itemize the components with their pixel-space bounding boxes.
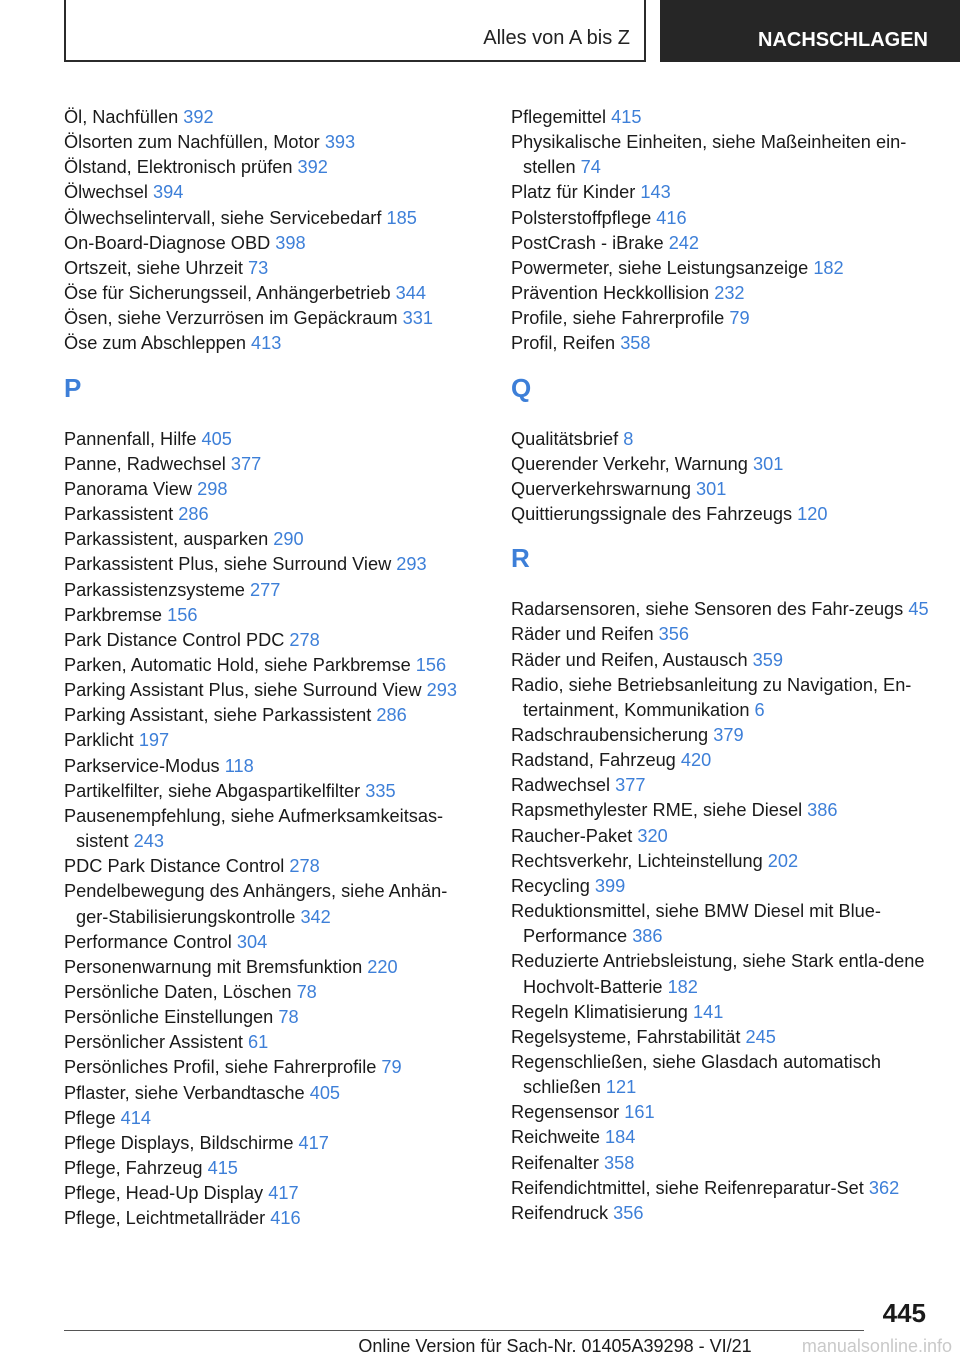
index-entry: [64, 728, 472, 753]
page-link[interactable]: 356: [613, 1202, 644, 1223]
page-link[interactable]: 304: [236, 931, 268, 952]
page-number: 445: [882, 1298, 926, 1328]
index-entry-text: Öse für Sicherungsseil, Anhängerbetrieb: [64, 283, 391, 304]
index-entry: [64, 854, 472, 879]
page-link[interactable]: 6: [754, 699, 765, 720]
page-link[interactable]: 398: [275, 232, 306, 253]
page-link[interactable]: 8: [623, 428, 634, 449]
index-entry-text: Platz für Kinder: [511, 182, 636, 203]
page-link[interactable]: 415: [207, 1158, 238, 1179]
index-entry: [64, 804, 472, 854]
index-entry-text: Profil, Reifen: [511, 333, 616, 354]
index-entry-text: Ölstand, Elektronisch prüfen: [64, 157, 293, 178]
page-link[interactable]: 197: [138, 730, 170, 751]
index-entry-text: Pflege Displays, Bildschirme: [64, 1132, 294, 1153]
index-entry: [64, 452, 472, 477]
page-link[interactable]: 74: [580, 157, 601, 178]
index-entry: [511, 648, 931, 673]
index-entry: [511, 427, 931, 452]
page-link[interactable]: 377: [230, 453, 262, 474]
index-entry: [511, 949, 931, 999]
index-entry-text: Quittierungssignale des Fahrzeugs: [511, 504, 793, 525]
index-entry-text: Rechtsverkehr, Lichteinstellung: [511, 850, 763, 871]
index-entry-text: Parkbremse: [64, 604, 163, 625]
index-entry: [511, 256, 931, 281]
page-link[interactable]: 278: [289, 856, 320, 877]
index-entry: [511, 130, 931, 180]
page-link[interactable]: 392: [297, 157, 328, 178]
index-entry-text: Parking Assistant Plus, siehe Surround View: [64, 680, 422, 701]
index-entry-text: Parkservice-Modus: [64, 755, 220, 776]
index-entry: [64, 502, 472, 527]
index-entry-text: Park Distance Control PDC: [64, 629, 285, 650]
index-entry-text: Panorama View: [64, 478, 193, 499]
index-entry-text: Radschraubensicherung: [511, 724, 709, 745]
page-link[interactable]: 405: [309, 1082, 341, 1103]
index-entry-text: Parklicht: [64, 730, 134, 751]
page-link[interactable]: 335: [365, 780, 396, 801]
index-entry-text: Räder und Reifen: [511, 624, 654, 645]
index-entry: [64, 754, 472, 779]
page-link[interactable]: 392: [183, 107, 214, 127]
page-link[interactable]: 161: [624, 1102, 655, 1123]
index-entry-text: Pflegemittel: [511, 107, 607, 127]
index-entry: [64, 1131, 472, 1156]
page-link[interactable]: 156: [167, 604, 198, 625]
index-entry: [64, 306, 472, 331]
index-entry: [64, 130, 472, 155]
index-entry-text: Personenwarnung mit Bremsfunktion: [64, 956, 363, 977]
page-link[interactable]: 420: [680, 750, 712, 771]
index-entry: [511, 1201, 931, 1226]
index-entry-text: Öl, Nachfüllen: [64, 107, 179, 127]
index-entry: [64, 703, 472, 728]
index-entry-text: Partikelfilter, siehe Abgaspartikelfilter: [64, 780, 361, 801]
index-entry-text: Qualitätsbrief: [511, 428, 619, 449]
index-entry-text: Reduzierte Antriebsleistung, siehe Stark entla-dene Hochvolt-Batterie: [511, 951, 925, 997]
page-link[interactable]: 220: [367, 956, 398, 977]
section-title: Alles von A bis Z: [483, 27, 630, 49]
page-link[interactable]: 386: [807, 800, 838, 821]
index-entry-text: Rapsmethylester RME, siehe Diesel: [511, 800, 803, 821]
page-link[interactable]: 78: [278, 1007, 299, 1028]
index-entry: [64, 578, 472, 603]
index-entry: [511, 180, 931, 205]
page-link[interactable]: 417: [268, 1183, 299, 1204]
index-entry: [64, 1181, 472, 1206]
page-link[interactable]: 358: [620, 333, 651, 354]
index-entry-text: Regensensor: [511, 1102, 620, 1123]
index-entry-text: Powermeter, siehe Leistungsanzeige: [511, 257, 809, 278]
index-entry-text: Recycling: [511, 875, 590, 896]
index-entry: [64, 603, 472, 628]
page-link[interactable]: 393: [324, 132, 356, 153]
index-entry-text: Pflege, Leichtmetallräder: [64, 1208, 266, 1229]
index-entry-text: Ölsorten zum Nachfüllen, Motor: [64, 132, 320, 153]
index-entry: [511, 849, 931, 874]
page-link[interactable]: 416: [270, 1208, 301, 1229]
page-link[interactable]: 182: [813, 257, 844, 278]
index-entry-text: Pendelbewegung des Anhängers, siehe Anhän-ger-Stabilisierungskontrolle: [64, 881, 448, 927]
index-entry-text: Radstand, Fahrzeug: [511, 750, 676, 771]
index-entry: [64, 1081, 472, 1106]
index-column-left: [64, 105, 472, 1232]
page-link[interactable]: 73: [247, 257, 269, 278]
page-link[interactable]: 344: [395, 283, 426, 304]
index-entry-text: Pflege, Head-Up Display: [64, 1183, 264, 1204]
index-entry: [64, 206, 472, 231]
page-link[interactable]: 141: [692, 1001, 724, 1022]
index-letter-heading: P: [64, 372, 82, 403]
page-link[interactable]: 379: [713, 724, 744, 745]
index-letter-heading: Q: [511, 372, 532, 403]
page-link[interactable]: 416: [656, 207, 687, 228]
page-link[interactable]: 320: [637, 825, 668, 846]
index-entry-text: Parking Assistant, siehe Parkassistent: [64, 705, 372, 726]
page-link[interactable]: 277: [250, 579, 281, 600]
index-entry-text: Parkassistent, ausparken: [64, 529, 269, 550]
index-entry: [511, 899, 931, 949]
page-link[interactable]: 417: [298, 1132, 329, 1153]
index-entry: [64, 1156, 472, 1181]
page-link[interactable]: 79: [729, 308, 750, 329]
index-entry: [511, 1025, 931, 1050]
index-letter-heading: R: [511, 543, 530, 574]
page-link[interactable]: 202: [767, 850, 799, 871]
index-entry: [511, 874, 931, 899]
index-entry: [511, 231, 931, 256]
index-entry-text: Regeln Klimatisierung: [511, 1001, 688, 1022]
index-entry: [511, 206, 931, 231]
index-entry: [511, 1000, 931, 1025]
index-entry: [511, 824, 931, 849]
index-entry: [64, 980, 472, 1005]
index-entry-text: On-Board-Diagnose OBD: [64, 232, 271, 253]
page-link[interactable]: 243: [133, 831, 164, 852]
page-link[interactable]: 298: [197, 478, 228, 499]
index-entry: [64, 256, 472, 281]
index-entry-text: Ortszeit, siehe Uhrzeit: [64, 257, 243, 278]
page-link[interactable]: 405: [201, 428, 232, 449]
index-entry-text: Ölwechselintervall, siehe Servicebedarf: [64, 207, 382, 228]
index-entry: [64, 1005, 472, 1030]
index-entry-text: Persönliche Daten, Löschen: [64, 982, 292, 1002]
index-entry-text: Regenschließen, siehe Glasdach automatisch schließen: [511, 1052, 882, 1098]
index-entry-text: Prävention Heckkollision: [511, 283, 710, 304]
page-link[interactable]: 156: [415, 654, 447, 675]
index-entry: [64, 552, 472, 577]
index-entry: [511, 622, 931, 647]
index-entry-text: Panne, Radwechsel: [64, 453, 226, 474]
index-entry: [511, 723, 931, 748]
index-entry-text: Profile, siehe Fahrerprofile: [511, 308, 725, 329]
index-entry: [64, 1206, 472, 1231]
index-entry-text: Reifenalter: [511, 1152, 599, 1173]
index-entry: [511, 1151, 931, 1176]
page-link[interactable]: 359: [752, 649, 784, 670]
index-entry-text: Reduktionsmittel, siehe BMW Diesel mit Blue-Performance: [511, 901, 881, 947]
index-entry-text: Regelsysteme, Fahrstabilität: [511, 1026, 741, 1047]
index-entry-text: Pflaster, siehe Verbandtasche: [64, 1082, 305, 1103]
index-column-right: [511, 105, 931, 1226]
index-entry: [64, 930, 472, 955]
page-link[interactable]: 184: [605, 1127, 636, 1148]
index-entry: [64, 155, 472, 180]
page-link[interactable]: 293: [426, 680, 457, 701]
index-entry-text: Pflege, Fahrzeug: [64, 1158, 203, 1179]
section-tab[interactable]: [64, 0, 646, 62]
index-entry: [511, 798, 931, 823]
page-link[interactable]: 61: [248, 1032, 269, 1053]
page-link[interactable]: 78: [296, 982, 317, 1002]
index-entry-text: Öse zum Abschleppen: [64, 333, 246, 354]
index-entry-text: Polsterstoffpflege: [511, 207, 652, 228]
index-entry: [511, 281, 931, 306]
index-entry: [511, 452, 931, 477]
index-entry: [511, 673, 931, 723]
index-entry-text: Räder und Reifen, Austausch: [511, 649, 748, 670]
index-entry-text: Pflege: [64, 1107, 116, 1128]
chapter-tab[interactable]: [660, 0, 960, 62]
index-entry: [64, 105, 472, 130]
page-link[interactable]: 399: [594, 875, 626, 896]
page-link[interactable]: 245: [745, 1026, 776, 1047]
page-header: [64, 0, 960, 64]
page-link[interactable]: 143: [640, 182, 671, 203]
index-entry: [511, 331, 931, 356]
index-entry: [511, 1050, 931, 1100]
page-link[interactable]: 185: [386, 207, 417, 228]
page-link[interactable]: 413: [251, 333, 282, 354]
index-entry-text: Querverkehrswarnung: [511, 478, 691, 499]
page-link[interactable]: 118: [224, 755, 254, 776]
index-entry-text: Parkassistent Plus, siehe Surround View: [64, 554, 392, 575]
index-entry: [64, 231, 472, 256]
index-entry: [511, 773, 931, 798]
index-entry-text: Reichweite: [511, 1127, 600, 1148]
index-entry-text: Reifendichtmittel, siehe Reifenreparatur-Set: [511, 1177, 864, 1198]
page-link[interactable]: 232: [714, 283, 745, 304]
index-entry-text: Querender Verkehr, Warnung: [511, 453, 748, 474]
index-entry-text: Persönliches Profil, siehe Fahrerprofile: [64, 1057, 377, 1078]
index-entry-text: Pannenfall, Hilfe: [64, 428, 197, 449]
index-entry: [64, 281, 472, 306]
page-link[interactable]: 242: [668, 232, 700, 253]
page-link[interactable]: 394: [152, 182, 184, 203]
index-entry: [64, 477, 472, 502]
page-link[interactable]: 362: [868, 1177, 900, 1198]
index-entry-text: Pausenempfehlung, siehe Aufmerksamkeitsas-sistent: [64, 805, 444, 852]
page-link[interactable]: 358: [604, 1152, 635, 1173]
page-link[interactable]: 301: [696, 478, 727, 499]
index-entry: [511, 105, 931, 130]
index-entry: [511, 477, 931, 502]
index-entry-text: Persönliche Einstellungen: [64, 1007, 274, 1028]
watermark: manualsonline.info: [801, 1336, 952, 1356]
index-entry-text: Physikalische Einheiten, siehe Maßeinheiten ein-stellen: [511, 132, 907, 178]
index-entry-text: Raucher-Paket: [511, 825, 633, 846]
page-link[interactable]: 293: [396, 554, 427, 575]
index-entry: [64, 1106, 472, 1131]
index-entry-text: Reifendruck: [511, 1202, 609, 1223]
page-link[interactable]: 45: [908, 599, 929, 620]
index-entry: [511, 1125, 931, 1150]
page-link[interactable]: 414: [120, 1107, 151, 1128]
index-entry: [511, 502, 931, 527]
page-link[interactable]: 331: [402, 308, 434, 329]
index-entry-text: Persönlicher Assistent: [64, 1032, 243, 1053]
footer-divider: [64, 1330, 864, 1331]
page-link[interactable]: 120: [797, 504, 828, 525]
index-entry: [511, 597, 931, 622]
page-link[interactable]: 356: [658, 624, 689, 645]
page-link[interactable]: 79: [381, 1057, 402, 1078]
index-entry: [64, 331, 472, 356]
index-entry: [64, 779, 472, 804]
index-entry: [64, 527, 472, 552]
index-entry-text: Performance Control: [64, 931, 232, 952]
page-link[interactable]: 342: [300, 906, 331, 927]
index-entry-text: Parken, Automatic Hold, siehe Parkbremse: [64, 654, 411, 675]
index-entry: [511, 748, 931, 773]
index-entry: [64, 678, 472, 703]
page-link[interactable]: 286: [178, 504, 209, 525]
index-entry: [64, 1055, 472, 1080]
page-link[interactable]: 415: [611, 107, 642, 127]
index-entry: [64, 653, 472, 678]
index-entry: [64, 427, 472, 452]
index-entry: [511, 1176, 931, 1201]
page-link[interactable]: 290: [273, 529, 304, 550]
index-entry-text: PDC Park Distance Control: [64, 856, 285, 877]
index-entry-text: Ölwechsel: [64, 182, 148, 203]
index-entry: [64, 180, 472, 205]
index-entry-text: Radarsensoren, siehe Sensoren des Fahr-zeugs: [511, 599, 904, 620]
page-link[interactable]: 182: [667, 976, 698, 997]
page-link[interactable]: 121: [605, 1077, 637, 1098]
index-entry-text: Radwechsel: [511, 775, 611, 796]
index-entry: [64, 879, 472, 929]
index-entry: [64, 1030, 472, 1055]
index-entry-text: Radio, siehe Betriebsanleitung zu Navigation, En-tertainment, Kommunikation: [511, 674, 912, 720]
index-entry-text: Ösen, siehe Verzurrösen im Gepäckraum: [64, 308, 398, 329]
page-link[interactable]: 286: [376, 705, 407, 726]
index-entry-text: Parkassistenzsysteme: [64, 579, 245, 600]
index-entry-text: PostCrash - iBrake: [511, 232, 664, 253]
footer-text: Online Version für Sach-Nr. 01405A39298 - VI/21: [358, 1336, 752, 1356]
page-link[interactable]: 377: [615, 775, 646, 796]
index-entry: [511, 306, 931, 331]
page-link[interactable]: 386: [632, 926, 663, 947]
index-entry-text: Parkassistent: [64, 504, 174, 525]
page-link[interactable]: 278: [289, 629, 320, 650]
index-entry: [511, 1100, 931, 1125]
index-entry: [64, 955, 472, 980]
chapter-title: NACHSCHLAGEN: [758, 29, 928, 51]
index-entry: [64, 628, 472, 653]
page-link[interactable]: 301: [752, 453, 784, 474]
